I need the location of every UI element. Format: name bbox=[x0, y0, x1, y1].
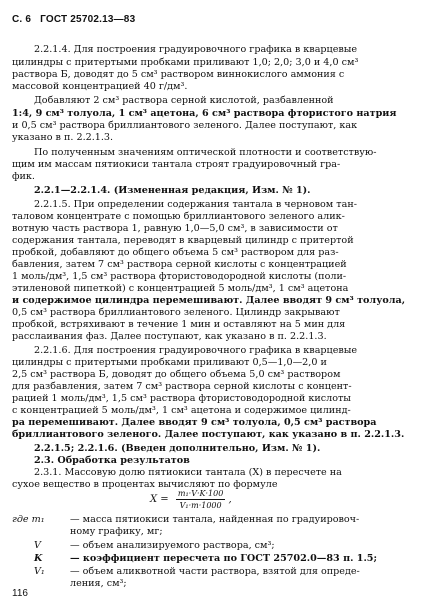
text-line-content: таловом концентрате с помощью бриллиантового зеленого алик- bbox=[12, 211, 345, 222]
text-line-content: массовой концентрацией 40 г/дм³. bbox=[12, 81, 188, 92]
text-line-content: 0,5 см³ раствора бриллиантового зеленого. Цилиндр закрывают bbox=[12, 307, 340, 318]
text-line-content: 2.2.1—2.2.1.4. (Измененная редакция, Изм. № 1). bbox=[34, 185, 311, 196]
text-line-content: с концентрацией 5 моль/дм³, 1 см³ ацетона и содержимое цилинд- bbox=[12, 405, 351, 416]
text-line-content: раствора Б, доводят до 5 см³ раствором виннокислого аммония с bbox=[12, 69, 345, 80]
text-line-content: указано в п. 2.2.1.3. bbox=[12, 132, 114, 143]
definition-text: — объем аликвотной части раствора, взятой для опреде- bbox=[70, 566, 360, 577]
text-line-content: 2.2.1.5; 2.2.1.6. (Введен дополнительно, Изм. № 1). bbox=[34, 443, 321, 454]
text-line-content: и содержимое цилиндра перемешивают. Далее вводят 9 см³ толуола, bbox=[12, 295, 406, 306]
text-line-content: 2.2.1.4. Для построения градуировочного графика в кварцевые bbox=[34, 44, 358, 55]
text-line-content: цилиндры с притертыми пробками приливают 0,5—1,0—2,0 и bbox=[12, 357, 327, 368]
text-line-content: фик. bbox=[12, 171, 35, 182]
text-line-content: щим им массам пятиокиси тантала строят градуировочный гра- bbox=[12, 159, 341, 170]
formula-fraction bbox=[176, 489, 225, 510]
formula bbox=[150, 489, 232, 510]
text-line-content: содержания тантала, переводят в кварцевый цилиндр с притертой bbox=[12, 235, 354, 246]
text-line-content: ра перемешивают. Далее вводят 9 см³ толуола, 0,5 см³ раствора bbox=[12, 417, 377, 428]
definition-text: ления, см³; bbox=[70, 578, 127, 589]
definition-symbol: где m₁ bbox=[12, 514, 45, 525]
text-line-content: 1 моль/дм³, 1,5 см³ раствора фтористоводородной кислоты (поли- bbox=[12, 271, 347, 282]
page-number: 116 bbox=[12, 588, 28, 599]
text-line-content: пробкой, встряхивают в течение 1 мин и оставляют на 5 мин для bbox=[12, 319, 346, 330]
text-line-content: пробкой, добавляют до общего объема 5 см³ раствором для раз- bbox=[12, 247, 339, 258]
text-line-content: Добавляют 2 см³ раствора серной кислотой, разбавленной bbox=[34, 95, 334, 106]
text-line-content: 2.3.1. Массовую долю пятиокиси тантала (X) в пересчете на bbox=[34, 467, 342, 478]
text-line-content: 2,5 см³ раствора Б, доводят до общего объема 5,0 см³ раствором bbox=[12, 369, 341, 380]
text-line-content: для разбавления, затем 7 см³ раствора серной кислоты с концент- bbox=[12, 381, 352, 392]
definition-symbol: K bbox=[34, 553, 43, 564]
formula-denominator: V₁·m·1000 bbox=[179, 501, 222, 510]
text-line-content: По полученным значениям оптической плотности и соответствую- bbox=[34, 147, 377, 158]
text-line-content: вотную часть раствора 1, равную 1,0—5,0 см³, в зависимости от bbox=[12, 223, 338, 234]
header-page-label: С. 6 bbox=[12, 14, 32, 25]
text-line-content: 2.2.1.5. При определении содержания тантала в черновом тан- bbox=[34, 199, 357, 210]
text-line-content: цилиндры с притертыми пробками приливают 1,0; 2,0; 3,0 и 4,0 см³ bbox=[12, 57, 359, 68]
definition-text: — объем анализируемого раствора, см³; bbox=[70, 540, 275, 551]
text-line-content: и 0,5 см³ раствора бриллиантового зеленого. Далее поступают, как bbox=[12, 120, 358, 131]
text-line-content: 1:4, 9 см³ толуола, 1 см³ ацетона, 6 см³ раствора фтористого натрия bbox=[12, 108, 397, 119]
text-line-content: бавления, затем 7 см³ раствора серной кислоты с концентрацией bbox=[12, 259, 347, 270]
definition-text: ному графику, мг; bbox=[70, 526, 163, 537]
text-line-content: 2.3. Обработка результатов bbox=[34, 455, 190, 466]
header-standard: ГОСТ 25702.13—83 bbox=[40, 14, 136, 25]
text-line-content: рацией 1 моль/дм³, 1,5 см³ раствора фтористоводородной кислоты bbox=[12, 393, 351, 404]
definition-text: — масса пятиокиси тантала, найденная по градуировоч- bbox=[70, 514, 360, 525]
definition-symbol: V₁ bbox=[34, 566, 45, 577]
text-line-content: бриллиантового зеленого. Далее поступают, как указано в п. 2.2.1.3. bbox=[12, 429, 405, 440]
text-line-content: 2.2.1.6. Для построения градуировочного графика в кварцевые bbox=[34, 345, 358, 356]
text-line-content: этиленовой пипеткой) с концентрацией 5 моль/дм³, 1 см³ ацетона bbox=[12, 283, 349, 294]
formula-numerator: m₁·V·K·100 bbox=[177, 489, 224, 498]
definition-text: — коэффициент пересчета по ГОСТ 25702.0—83 п. 1.5; bbox=[70, 553, 378, 564]
formula-tail: , bbox=[228, 494, 232, 505]
definition-symbol: V bbox=[34, 540, 41, 551]
text-line-content: сухое вещество в процентах вычисляют по формуле bbox=[12, 479, 278, 490]
page-header bbox=[12, 14, 135, 25]
formula-lhs: X = bbox=[150, 494, 169, 505]
text-line-content: расслаивания фаз. Далее поступают, как указано в п. 2.2.1.3. bbox=[12, 331, 327, 342]
